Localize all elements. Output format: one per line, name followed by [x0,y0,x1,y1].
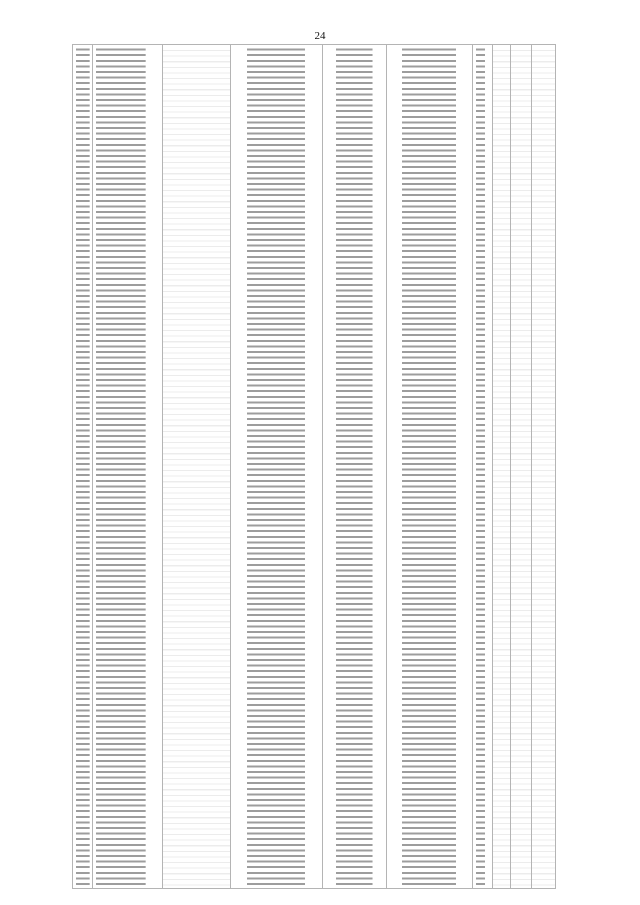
street-column [387,45,473,889]
row-number-column [73,45,93,889]
apartment-column [511,45,532,889]
note-column [532,45,556,889]
district-column [231,45,323,889]
page-number: 24 [314,30,326,42]
building-column [493,45,511,889]
blank-column [163,45,231,889]
cadastral-number-column [93,45,163,889]
locality-column [323,45,387,889]
table-row [73,45,556,889]
house-number-column [473,45,493,889]
registry-table [72,44,556,889]
